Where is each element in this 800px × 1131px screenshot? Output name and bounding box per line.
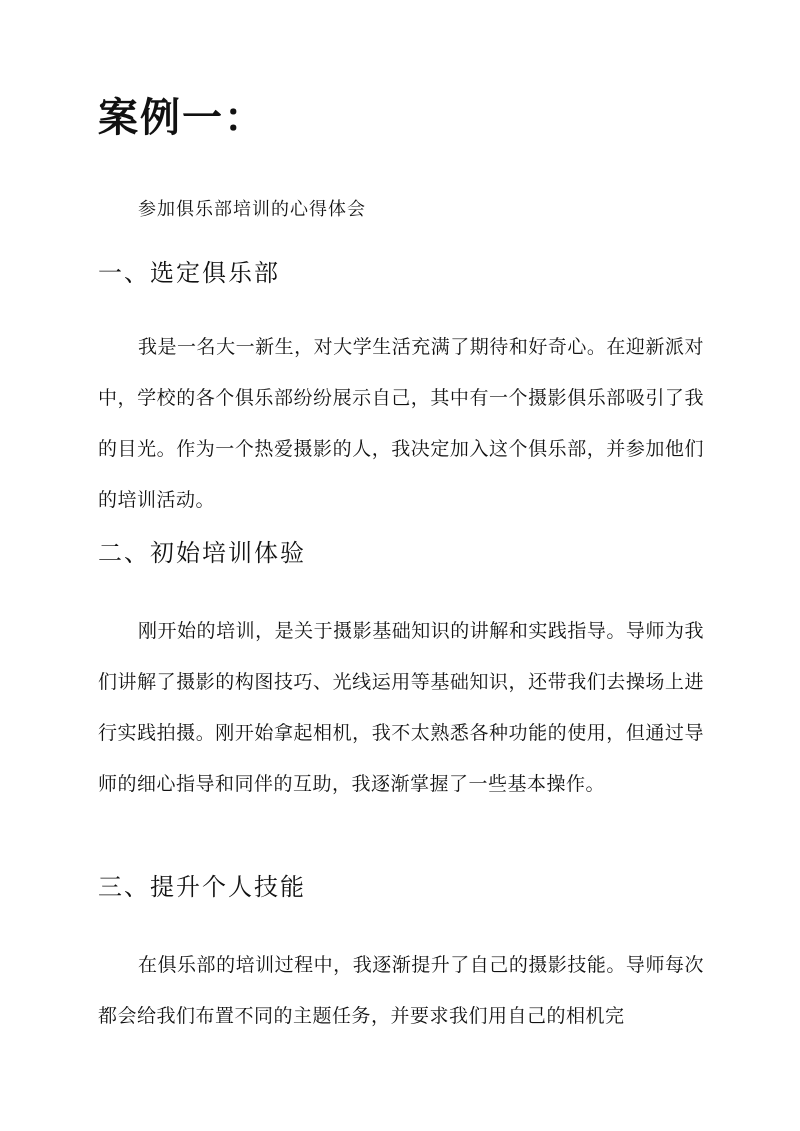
- document-subtitle: 参加俱乐部培训的心得体会: [138, 199, 366, 220]
- section-heading-initial-training: 二、初始培训体验: [98, 539, 306, 567]
- section-paragraph-initial-training: 刚开始的培训，是关于摄影基础知识的讲解和实践指导。导师为我们讲解了摄影的构图技巧、光线运用等基础知识，还带我们去操场上进行实践拍摄。刚开始拿起相机，我不太熟悉各种功能的使用，但通过导师的细心指导和同伴的互助，我逐渐掌握了一些基本操作。: [98, 620, 704, 795]
- case-title: 案例一：: [98, 94, 266, 141]
- section-paragraph-improve-skills: 在俱乐部的培训过程中，我逐渐提升了自己的摄影技能。导师每次都会给我们布置不同的主题任务，并要求我们用自己的相机完: [98, 954, 704, 1027]
- section-heading-select-club: 一、选定俱乐部: [98, 259, 280, 287]
- section-heading-improve-skills: 三、提升个人技能: [98, 873, 306, 901]
- section-paragraph-select-club: 我是一名大一新生，对大学生活充满了期待和好奇心。在迎新派对中，学校的各个俱乐部纷纷展示自己，其中有一个摄影俱乐部吸引了我的目光。作为一个热爱摄影的人，我决定加入这个俱乐部，并参加他们的培训活动。: [98, 336, 704, 511]
